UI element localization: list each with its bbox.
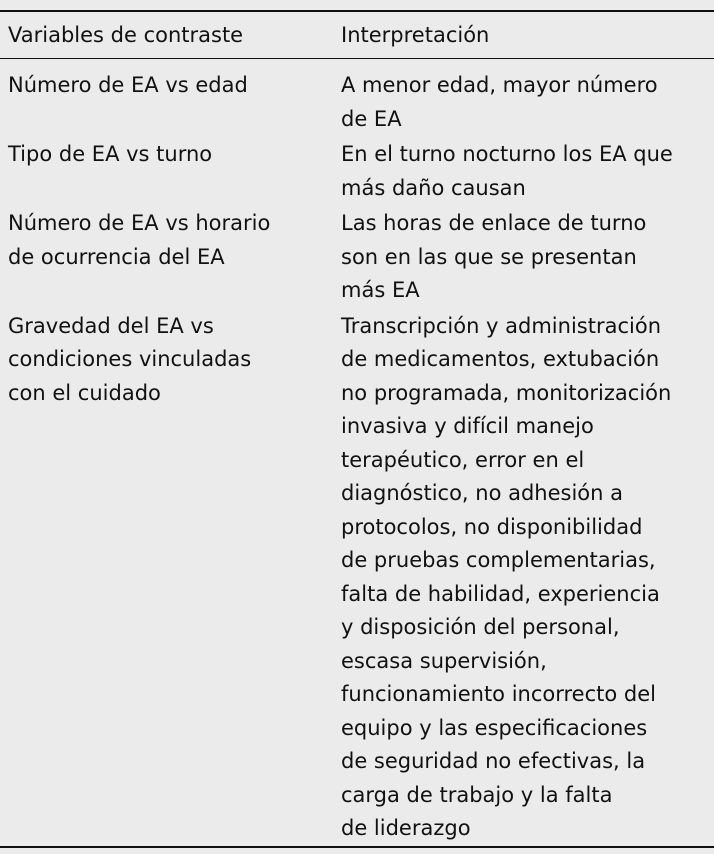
results-table (0, 10, 714, 59)
table-body (0, 69, 714, 846)
table-row (0, 69, 714, 136)
variable-cell: Tipo de EA vs turno (8, 142, 213, 166)
interpretation-cell: En el turno nocturno los EA que más daño causan (341, 142, 673, 200)
table-bottom-rule (0, 846, 714, 848)
table-header-rule (0, 58, 714, 59)
variable-cell: Número de EA vs edad (8, 73, 248, 97)
table-row (0, 310, 714, 846)
interpretation-cell: Transcripción y administración de medicamentos, extubación no programada, monitorización invasiva y difícil manejo terapéutico, error en el diagnóstico, no adhesión a protocolos, no disponibilidad de pruebas complementarias, falta de habilidad, experiencia y disposición del personal, escasa supervisión, funcionamiento incorrecto del equipo y las especificaciones de seguridad no efectivas, la carga de trabajo y la falta de liderazgo (341, 313, 672, 840)
table-row (0, 138, 714, 205)
variable-cell: Número de EA vs horario de ocurrencia del EA (8, 211, 271, 269)
header-interpretation: Interpretación (341, 23, 490, 47)
header-variables: Variables de contraste (8, 23, 244, 47)
interpretation-cell: A menor edad, mayor número de EA (341, 73, 658, 131)
table-header (0, 12, 714, 58)
variable-cell: Gravedad del EA vs condiciones vinculadas con el cuidado (8, 313, 252, 405)
interpretation-cell: Las horas de enlace de turno son en las que se presentan más EA (341, 211, 647, 302)
table-row (0, 207, 714, 308)
